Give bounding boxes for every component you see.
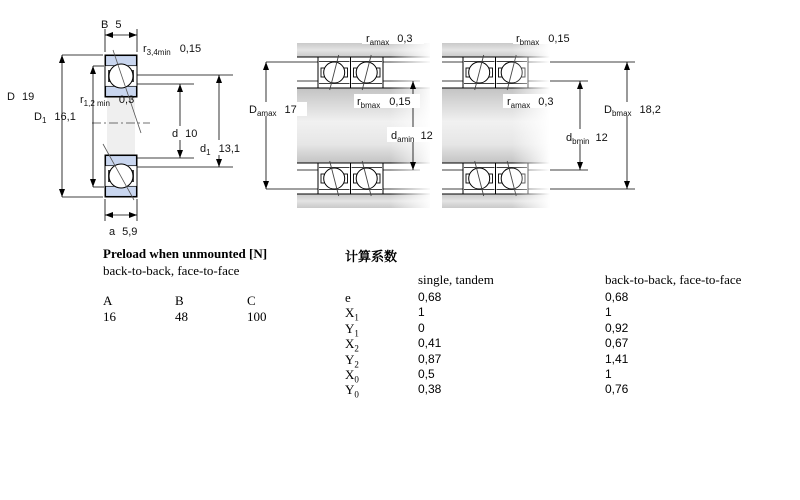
preload-table-title: Preload when unmounted [N] (103, 246, 268, 261)
factors-row-x2: $X_2$ 0,41 0,67 (345, 336, 629, 354)
bearing-section-top (105, 55, 137, 97)
calculation-factors-table (345, 246, 785, 398)
factors-row-x1: $X_1$ 1 1 (345, 305, 612, 323)
factors-table-header (345, 272, 785, 288)
factors-table-title: 计算系数 (345, 249, 398, 264)
bearing (351, 161, 384, 196)
svg-text:a5,9: a 5,9 (109, 226, 138, 238)
dim-ramax-label (503, 94, 563, 110)
svg-text:B5: B 5 (101, 19, 122, 31)
preload-table-values (103, 309, 333, 325)
bearing (318, 161, 351, 196)
factors-row-y1: $Y_1$ 0 0,92 (345, 320, 629, 339)
dim-rbmax-label (354, 94, 420, 110)
svg-text:rbmax0,15: $r_{bmax}$ 0,15 (357, 96, 411, 110)
preload-col-c: C (247, 293, 256, 308)
preload-col-b: B (175, 293, 184, 308)
svg-text:D116,1: $D_1$ 16,1 (34, 111, 76, 125)
dim-B (101, 19, 137, 52)
factors-col-btb: back-to-back, face-to-face (605, 272, 742, 287)
bearing (463, 161, 496, 196)
fade-overlay (512, 40, 550, 212)
svg-text:Dbmax18,2: $D_{bmax}$ 18,2 (604, 104, 661, 118)
factors-row-e: e 0,68 0,68 (345, 290, 629, 305)
preload-val-a: 16 (103, 309, 116, 324)
drawing-mounted-pair-a (245, 31, 439, 212)
bearing (318, 55, 351, 90)
fade-overlay (390, 40, 432, 212)
svg-text:ramax0,3: $r_{amax}$ 0,3 (507, 96, 554, 110)
factors-col-single: single, tandem (418, 272, 494, 287)
svg-text:D19: D 19 (7, 91, 35, 103)
svg-text:rbmax0,15: $r_{bmax}$ 0,15 (516, 33, 570, 47)
preload-table-header (103, 293, 333, 309)
bearing (351, 55, 384, 90)
factors-row-x0: $X_0$ 0,5 1 (345, 366, 612, 385)
dim-D (7, 55, 103, 197)
svg-text:d10: d 10 (172, 128, 198, 140)
factors-header-spacer (345, 272, 418, 288)
preload-table (103, 246, 333, 325)
dim-r34-label: $r_{3,4min}$ 0,15 (143, 43, 202, 57)
drawing-mounted-pair-b (442, 31, 670, 212)
dim-d (137, 84, 203, 158)
dim-a (105, 199, 137, 238)
svg-text:Damax17: $D_{amax}$ 17 (249, 104, 297, 118)
svg-text:ramax0,3: $r_{amax}$ 0,3 (366, 33, 413, 47)
svg-text:d113,1: $d_1$ 13,1 (200, 143, 240, 157)
dim-r12-label: $r_{1,2 min}$ 0,3 (80, 94, 135, 108)
factors-row-y0: $Y_0$ 0,38 0,76 (345, 382, 629, 400)
dim-d1 (137, 75, 246, 167)
preload-val-c: 100 (247, 309, 267, 324)
dim-D1 (34, 66, 104, 187)
drawing-single-bearing (7, 19, 246, 238)
preload-table-subtitle: back-to-back, face-to-face (103, 263, 240, 278)
svg-text:damin12: $d_{amin}$ 12 (391, 130, 433, 144)
bearing (463, 55, 496, 90)
svg-text:dbmin12: $d_{bmin}$ 12 (566, 132, 608, 146)
factors-row-y2: $Y_2$ 0,87 1,41 (345, 351, 629, 370)
preload-val-b: 48 (175, 309, 188, 324)
preload-col-a: A (103, 293, 113, 308)
